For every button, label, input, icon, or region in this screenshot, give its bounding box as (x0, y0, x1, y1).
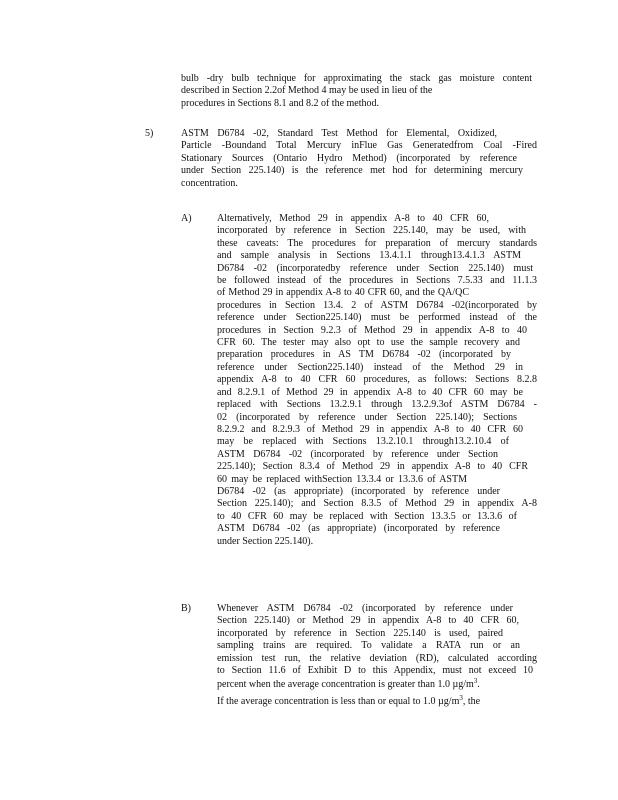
text-line: 60 may be replaced withSection 13.3.4 or 13.3.6 of ASTM (217, 473, 467, 485)
text-line: replaced with Sections 13.2.9.1 through 13.2.9.3of ASTM D6784 - (217, 399, 537, 411)
text-line: may be replaced with Sections 13.2.10.1 through13.2.10.4 of (217, 436, 509, 448)
text-line: ASTM D6784 -02, Standard Test Method for Elemental, Oxidized, (181, 128, 497, 139)
line-tail: . (477, 679, 480, 691)
line-text: If the average concentration is less than or equal to 1.0 µg/m (217, 695, 460, 707)
text-line: Alternatively, Method 29 in appendix A-8 to 40 CFR 60, (217, 213, 489, 224)
text-line: and 8.2.9.1 of Method 29 in appendix A-8 to 40 CFR 60 may be (217, 386, 523, 398)
text-line: emission test run, the relative deviation (RD), calculated according (217, 652, 537, 664)
text-line: procedures in Section 9.2.3 of Method 29 in appendix A-8 to 40 (217, 324, 527, 336)
text-line: CFR 60. The tester may also opt to use the sample recovery and (217, 337, 520, 349)
text-line: and sample analysis in Sections 13.4.1.1 through13.4.1.3 ASTM (217, 250, 521, 262)
text-line: to Section 11.6 of Exhibit D to this Appendix, must not exceed 10 (217, 665, 533, 677)
text-line: these caveats: The procedures for preparation of mercury standards (217, 237, 537, 249)
superscript: 3 (459, 693, 463, 702)
text-line: reference under Section225.140) instead of the Method 29 in (217, 361, 523, 373)
item-a-marker: A) (181, 213, 192, 224)
line-tail: , the (462, 695, 481, 707)
text-line: ASTM D6784 -02 (incorporated by reference under Section (217, 448, 498, 460)
text-line: concentration. (181, 177, 238, 189)
text-line: Section 225.140) or Method 29 in appendix A-8 to 40 CFR 60, (217, 615, 519, 627)
text-line (217, 693, 537, 708)
text-line: under Section 225.140) is the reference met hod for determining mercury (181, 165, 523, 177)
text-line: reference under Section225.140) must be performed instead of the (217, 312, 537, 324)
text-line: Stationary Sources (Ontario Hydro Method) (incorporated by reference (181, 152, 517, 164)
text-line: incorporated by reference in Section 225.140, may be used, with (217, 225, 526, 237)
superscript: 3 (473, 677, 478, 686)
item-b-marker: B) (181, 603, 191, 614)
item-a-paragraph (217, 213, 537, 548)
text-line: 225.140); Section 8.3.4 of Method 29 in appendix A-8 to 40 CFR (217, 461, 528, 473)
text-line: procedures in Section 13.4. 2 of ASTM D6784 -02(incorporated by (217, 299, 537, 311)
line-text: percent when the average concentration is greater than 1.0 µg/m (217, 679, 474, 691)
text-line: bulb -dry bulb technique for approximating the stack gas moisture content (181, 73, 532, 84)
text-line: under Section 225.140). (217, 535, 314, 547)
intro-paragraph (181, 73, 532, 110)
text-line: described in Section 2.2of Method 4 may be used in lieu of the (181, 85, 433, 97)
text-line: of Method 29 in appendix A-8 to 40 CFR 60, and the QA/QC (217, 287, 469, 299)
text-line: preparation procedures in AS TM D6784 -02 (incorporated by (217, 349, 511, 361)
text-line: Section 225.140); and Section 8.3.5 of Method 29 in appendix A-8 (217, 498, 537, 510)
text-line (217, 679, 531, 691)
text-line: D6784 -02 (as appropriate) (incorporated by reference under (217, 485, 500, 497)
text-line: incorporated by reference in Section 225.140 is used, paired (217, 627, 503, 639)
item-5-marker: 5) (145, 128, 154, 139)
text-line: sampling trains are required. To validate a RATA run or an (217, 640, 520, 652)
item-b-paragraph (217, 603, 537, 708)
text-line: Whenever ASTM D6784 -02 (incorporated by reference under (217, 603, 513, 614)
text-line: 8.2.9.2 and 8.2.9.3 of Method 29 in appendix A-8 to 40 CFR 60 (217, 423, 523, 435)
text-line: to 40 CFR 60 may be replaced with Section 13.3.5 or 13.3.6 of (217, 510, 517, 522)
text-line: Particle -Boundand Total Mercury inFlue Gas Generatedfrom Coal -Fired (181, 140, 537, 152)
text-line: ASTM D6784 -02 (as appropriate) (incorporated by reference (217, 523, 500, 535)
text-line: be followed instead of the procedures in Sections 7.5.33 and 11.1.3 (217, 275, 537, 287)
text-line: 02 (incorporated by reference under Section 225.140); Sections (217, 411, 517, 423)
text-line: D6784 -02 (incorporatedby reference under Section 225.140) must (217, 262, 533, 274)
item-5-paragraph (181, 128, 537, 190)
text-line: procedures in Sections 8.1 and 8.2 of the method. (181, 97, 380, 109)
text-line: appendix A-8 to 40 CFR 60 procedures, as follows: Sections 8.2.8 (217, 374, 537, 386)
